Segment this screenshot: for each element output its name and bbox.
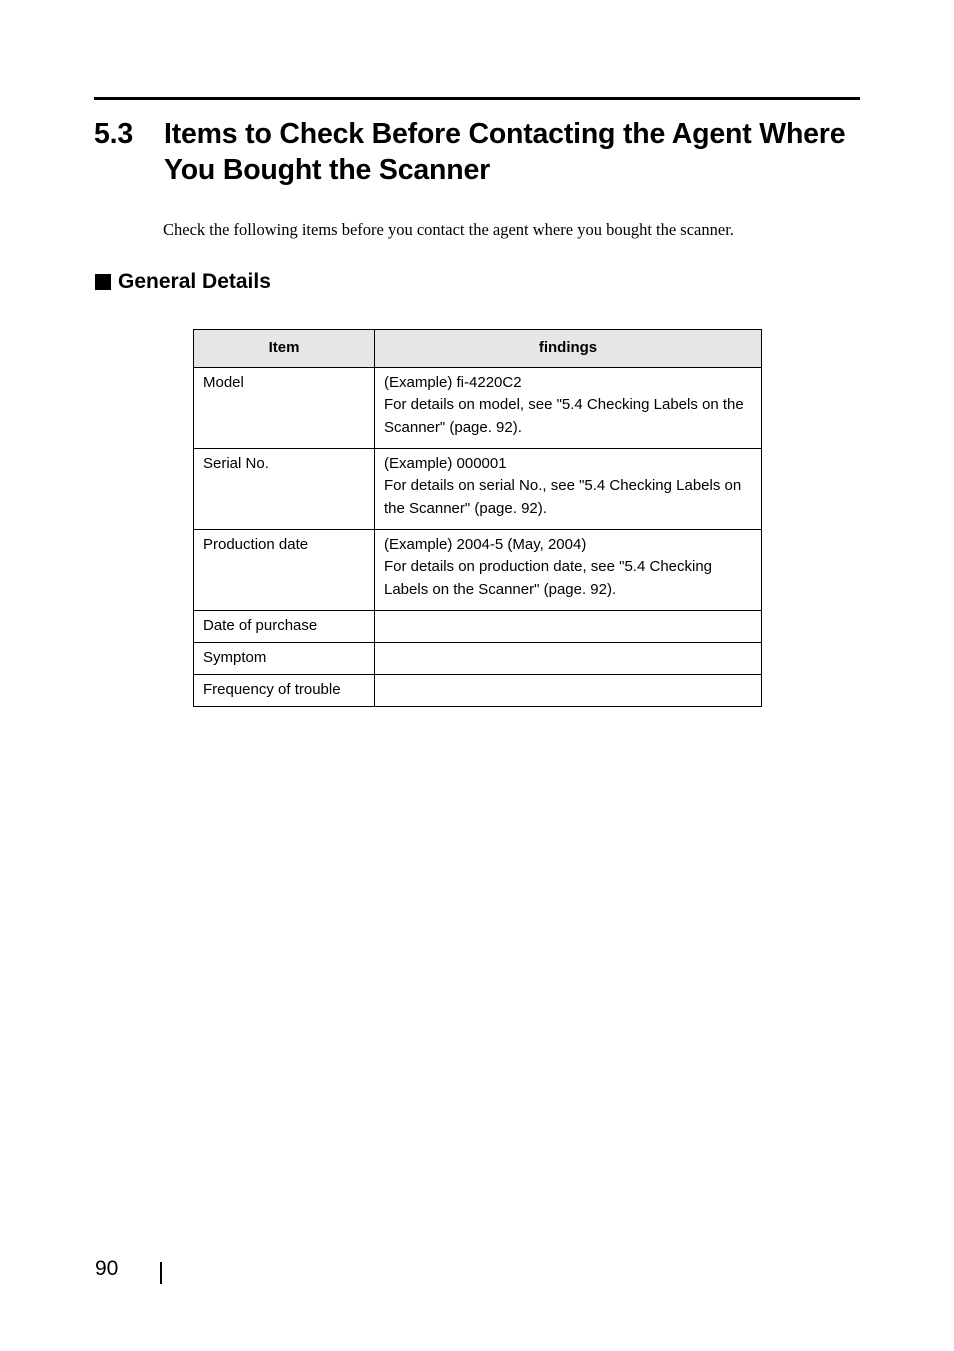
general-details-table (193, 329, 762, 707)
intro-paragraph: Check the following items before you contact the agent where you bought the scanner. (163, 220, 734, 239)
row-item: Date of purchase (194, 611, 375, 643)
table-row (194, 449, 762, 530)
table-row (194, 675, 762, 707)
row-findings (375, 368, 762, 449)
finding-example: (Example) 000001 (384, 455, 507, 472)
row-findings-empty (375, 675, 762, 707)
row-item: Serial No. (194, 449, 375, 530)
table-row (194, 368, 762, 449)
table-header-row (194, 330, 762, 368)
section-title: Items to Check Before Contacting the Agent Where You Bought the Scanner (164, 118, 846, 186)
finding-example: (Example) 2004-5 (May, 2004) (384, 536, 587, 553)
subheading-text: General Details (118, 270, 271, 293)
header-item: Item (194, 330, 375, 368)
section-number: 5.3 (94, 118, 134, 150)
top-rule (94, 97, 860, 100)
row-findings (375, 530, 762, 611)
row-findings (375, 449, 762, 530)
row-item: Model (194, 368, 375, 449)
page-marker (160, 1262, 162, 1284)
finding-details: For details on serial No., see "5.4 Checking Labels on the Scanner" (page. 92). (384, 477, 742, 517)
table-row (194, 530, 762, 611)
table-row (194, 611, 762, 643)
header-findings: findings (375, 330, 762, 368)
row-item: Symptom (194, 643, 375, 675)
subheading (95, 268, 271, 296)
row-item: Frequency of trouble (194, 675, 375, 707)
finding-example: (Example) fi-4220C2 (384, 374, 522, 391)
page-number: 90 (95, 1257, 119, 1280)
row-findings-empty (375, 643, 762, 675)
table-row (194, 643, 762, 675)
black-square-icon (95, 274, 111, 290)
finding-details: For details on model, see "5.4 Checking Labels on the Scanner" (page. 92). (384, 396, 744, 436)
row-findings-empty (375, 611, 762, 643)
row-item: Production date (194, 530, 375, 611)
finding-details: For details on production date, see "5.4 Checking Labels on the Scanner" (page. 92). (384, 558, 713, 598)
